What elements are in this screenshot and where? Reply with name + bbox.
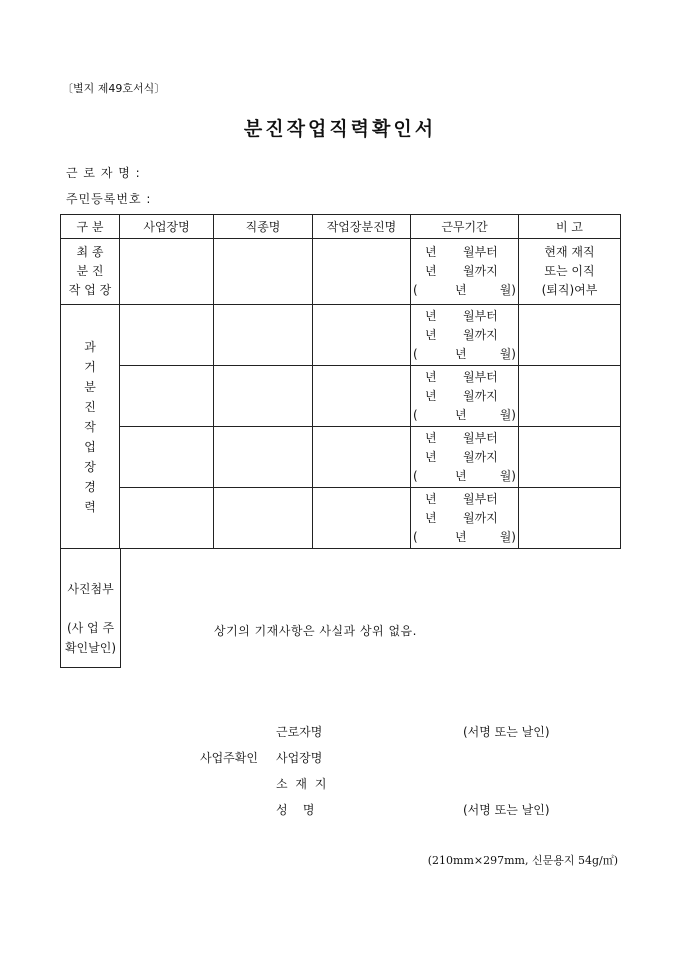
past-career-row: [61, 366, 621, 427]
confirmation-statement: 상기의 기재사항은 사실과 상위 없음.: [214, 624, 417, 638]
employer-sign-note: (서명 또는 날인): [463, 803, 550, 817]
header-category: 구 분: [61, 215, 120, 239]
table-header-row: [61, 215, 621, 239]
period-cell[interactable]: 년 월부터 년 월까지 ( 년 월): [411, 366, 519, 427]
header-period: 근무기간: [411, 215, 519, 239]
page-title: 분진작업직력확인서: [243, 118, 437, 140]
final-workplace-row: [61, 239, 621, 305]
period-cell[interactable]: 년 월부터 년 월까지 ( 년 월): [411, 239, 519, 305]
employer-name-label: 성 명: [276, 803, 315, 817]
photo-sub-label: (사 업 주 확인날인): [64, 621, 117, 655]
employer-confirm-label: 사업주확인: [200, 751, 258, 765]
resident-no-label: 주민등록번호 :: [66, 192, 152, 206]
company-cell[interactable]: [120, 488, 214, 549]
remark-cell[interactable]: [519, 488, 621, 549]
company-cell[interactable]: [120, 305, 214, 366]
address-label: 소 재 지: [276, 777, 329, 791]
paper-spec: (210mm×297mm, 신문용지 54g/㎡): [427, 854, 618, 867]
past-career-row: [61, 488, 621, 549]
job-cell[interactable]: [214, 427, 313, 488]
period-cell[interactable]: 년 월부터 년 월까지 ( 년 월): [411, 427, 519, 488]
form-number: 〔별지 제49호서식〕: [62, 82, 166, 95]
job-cell[interactable]: [214, 239, 313, 305]
dust-cell[interactable]: [313, 239, 411, 305]
remark-cell[interactable]: [519, 427, 621, 488]
period-cell[interactable]: 년 월부터 년 월까지 ( 년 월): [411, 305, 519, 366]
header-dust: 작업장분진명: [313, 215, 411, 239]
past-career-label: 과 거 분 진 작 업 장 경 력: [61, 305, 120, 549]
worker-name-label: 근 로 자 명 :: [66, 166, 141, 180]
dust-cell[interactable]: [313, 366, 411, 427]
past-career-row: [61, 305, 621, 366]
current-status-remark: 현재 재직 또는 이직 (퇴직)여부: [519, 239, 621, 305]
remark-cell[interactable]: [519, 366, 621, 427]
photo-attach-box[interactable]: [60, 548, 121, 668]
past-career-row: [61, 427, 621, 488]
photo-label: 사진첨부: [67, 582, 114, 596]
dust-cell[interactable]: [313, 305, 411, 366]
header-company: 사업장명: [120, 215, 214, 239]
worker-signature-label: 근로자명: [276, 725, 323, 739]
remark-cell[interactable]: [519, 305, 621, 366]
header-remark: 비 고: [519, 215, 621, 239]
company-cell[interactable]: [120, 427, 214, 488]
header-job: 직종명: [214, 215, 313, 239]
job-cell[interactable]: [214, 488, 313, 549]
company-name-label: 사업장명: [276, 751, 323, 765]
dust-cell[interactable]: [313, 488, 411, 549]
company-cell[interactable]: [120, 239, 214, 305]
company-cell[interactable]: [120, 366, 214, 427]
job-cell[interactable]: [214, 366, 313, 427]
final-workplace-label: 최 종 분 진 작 업 장: [61, 239, 120, 305]
dust-cell[interactable]: [313, 427, 411, 488]
period-cell[interactable]: 년 월부터 년 월까지 ( 년 월): [411, 488, 519, 549]
career-table: [60, 214, 621, 549]
job-cell[interactable]: [214, 305, 313, 366]
worker-sign-note: (서명 또는 날인): [463, 725, 550, 739]
